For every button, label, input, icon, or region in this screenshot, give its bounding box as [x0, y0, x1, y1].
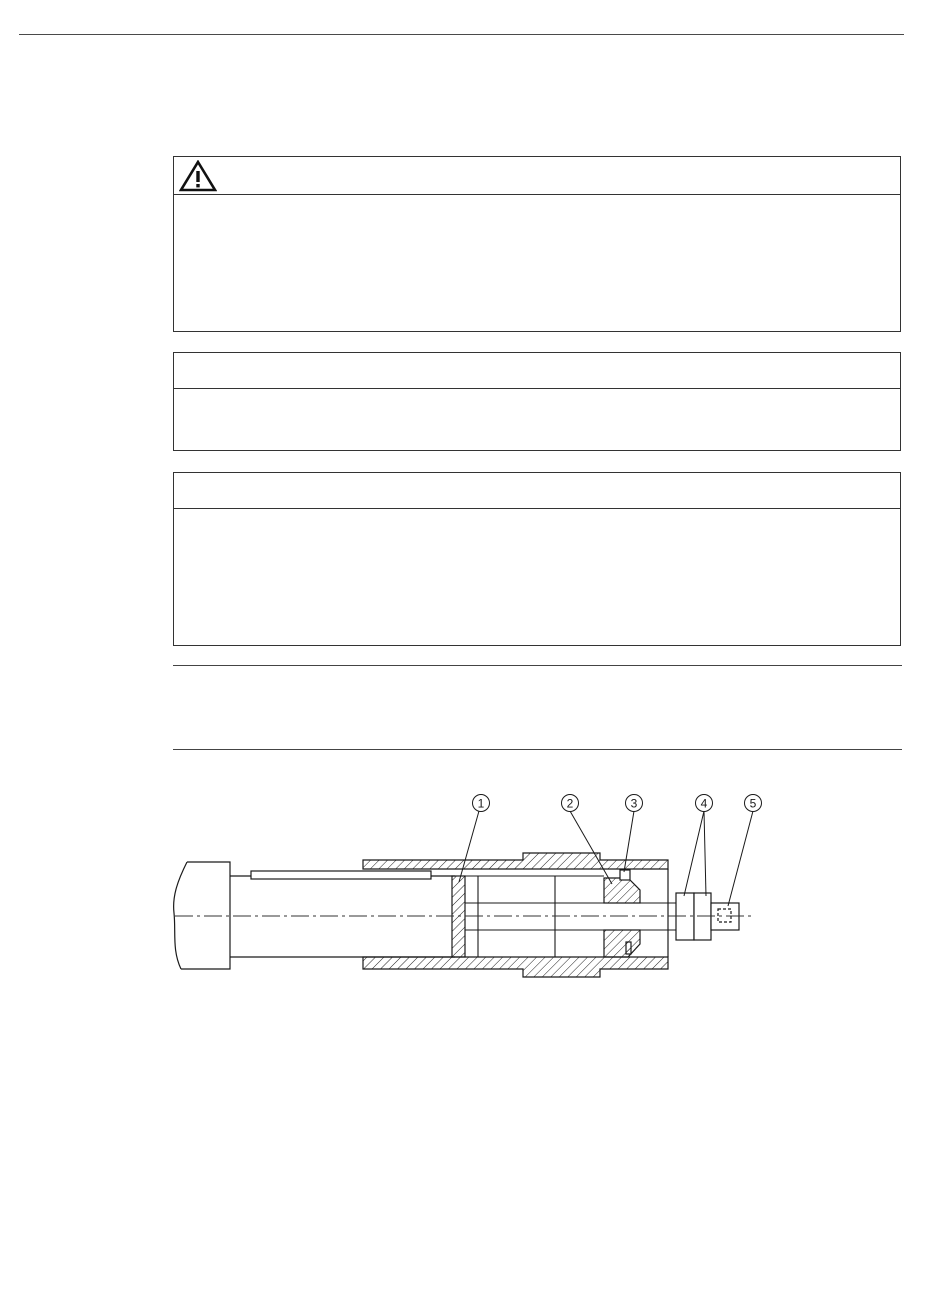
callout-4	[696, 795, 713, 812]
callout-3	[626, 795, 643, 812]
callout-1	[473, 795, 490, 812]
nut-block	[604, 870, 640, 957]
callout-4-label: 4	[700, 796, 708, 811]
callout-5	[745, 795, 762, 812]
thrust-plate	[452, 876, 465, 957]
inner-bore	[465, 876, 680, 957]
shaft-body	[174, 862, 455, 969]
callout-5-label: 5	[749, 796, 757, 811]
callout-1-label: 1	[477, 796, 485, 811]
callout-markers	[473, 795, 762, 812]
callout-3-label: 3	[630, 796, 638, 811]
callout-2	[562, 795, 579, 812]
callout-2-label: 2	[566, 796, 574, 811]
